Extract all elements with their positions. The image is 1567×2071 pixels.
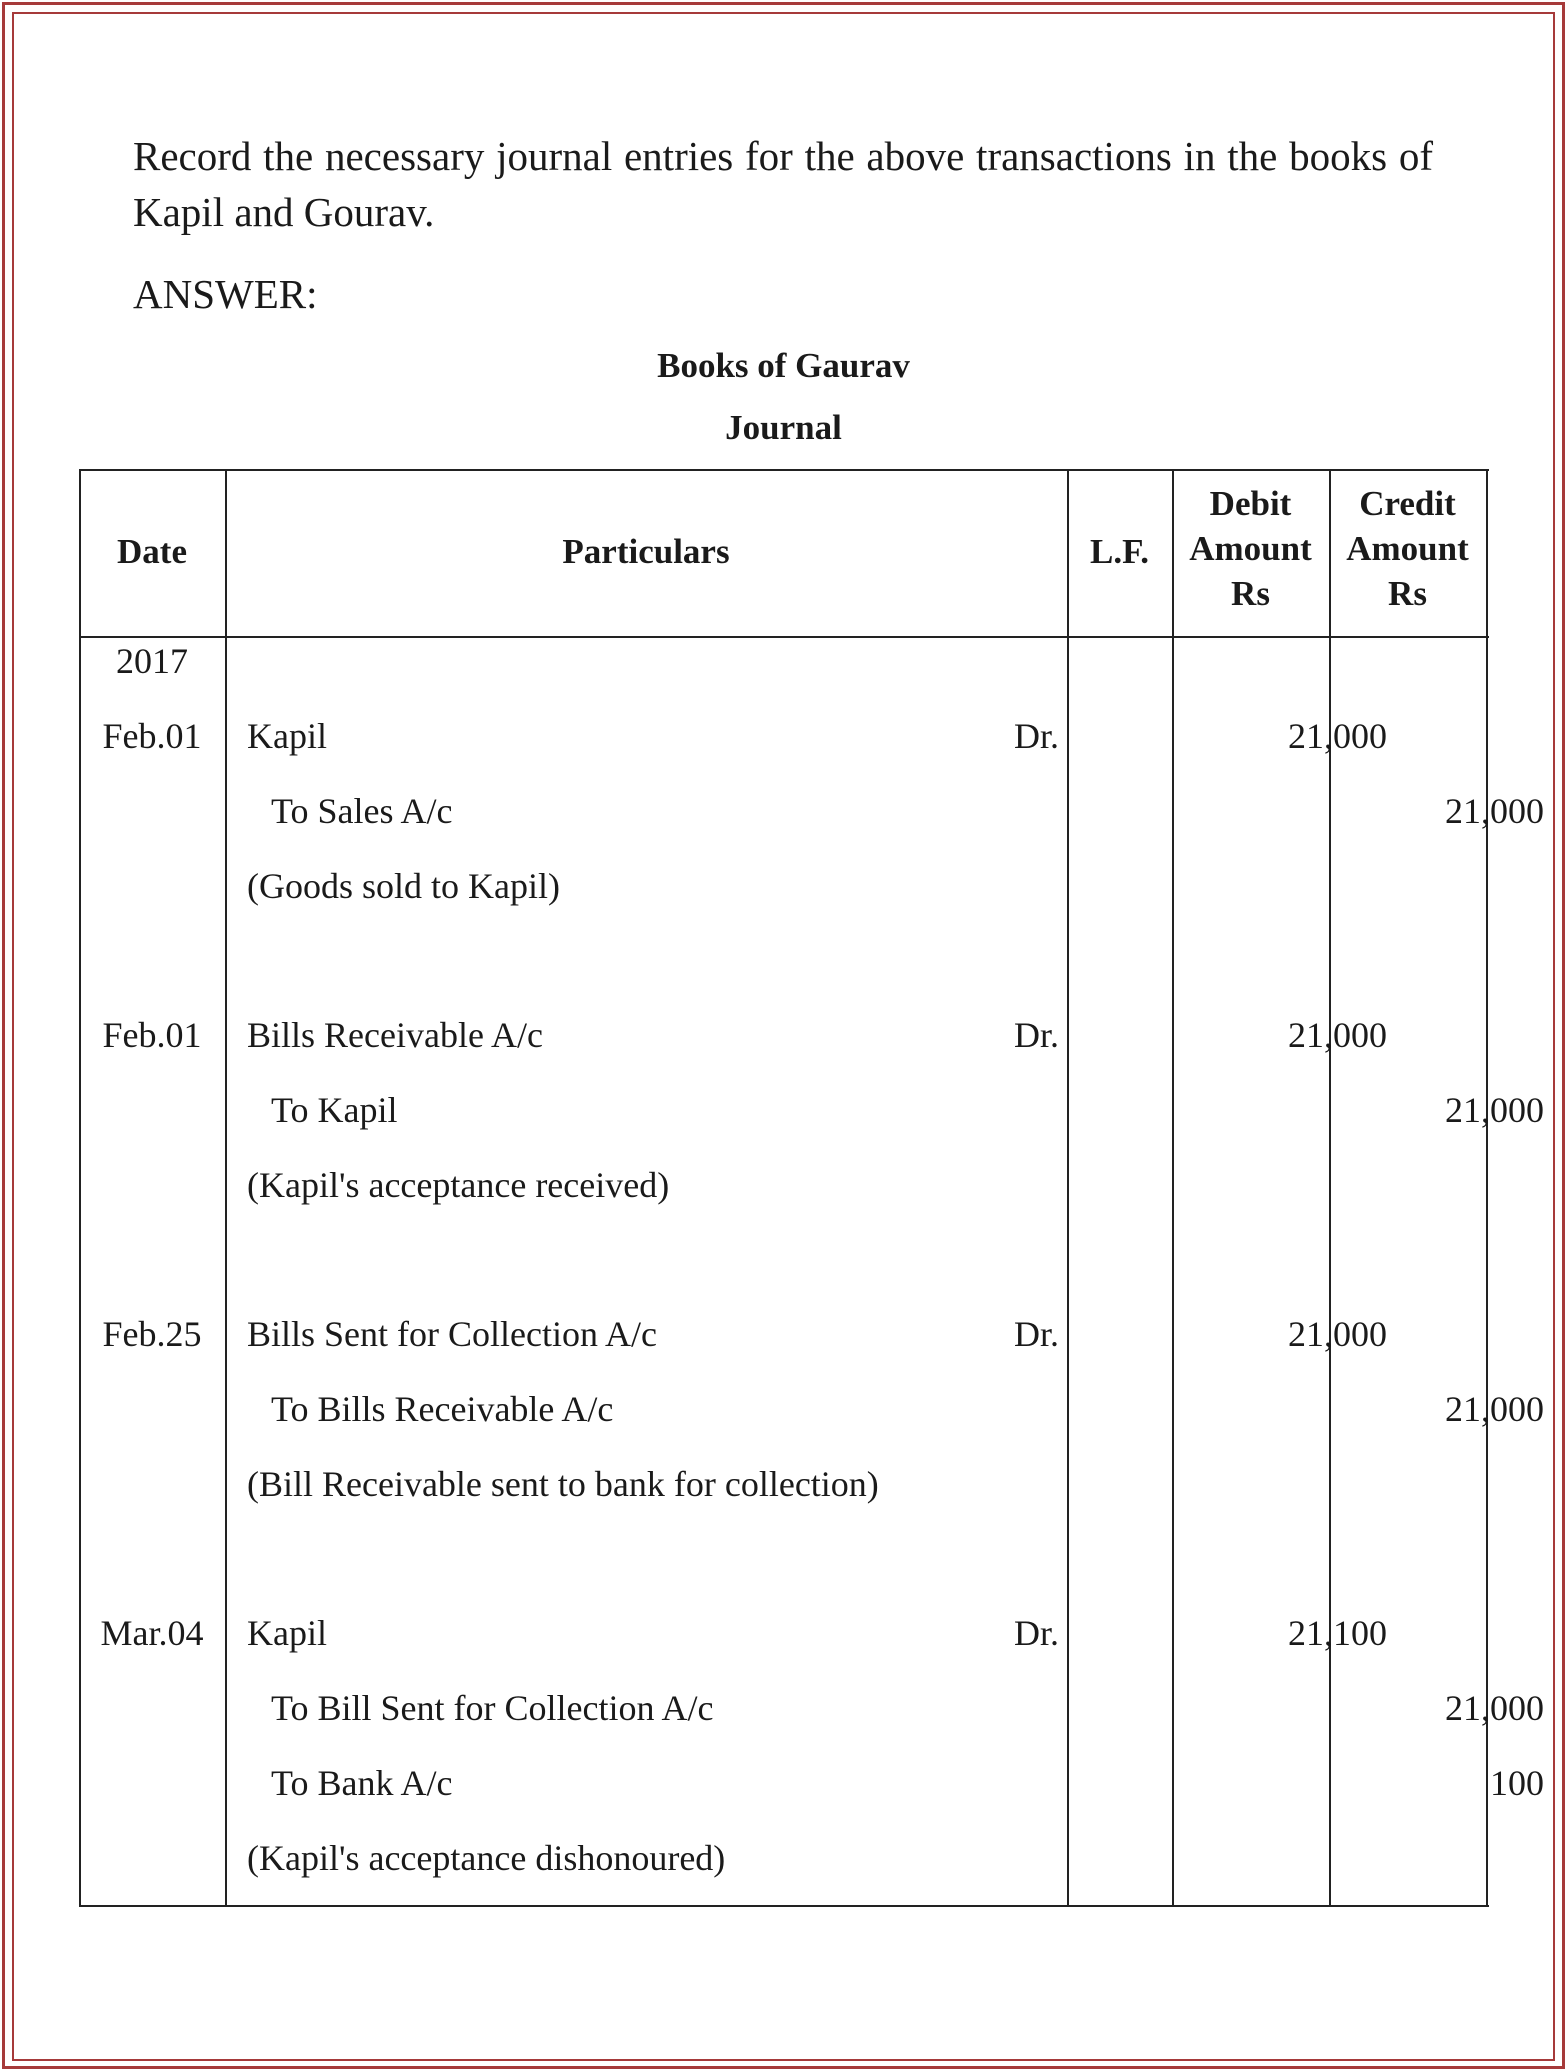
debit-account: Kapil bbox=[247, 716, 327, 756]
header-lf: L.F. bbox=[1089, 532, 1149, 571]
entry-date: Feb.01 bbox=[102, 716, 202, 756]
header-divider bbox=[79, 636, 1489, 638]
debit-account: Bills Receivable A/c bbox=[247, 1015, 543, 1055]
question-text: Record the necessary journal entries for the above transactions in the books of Kapil and Gourav. bbox=[133, 133, 1433, 235]
dr-marker: Dr. bbox=[1014, 1613, 1059, 1653]
journal-title: Journal bbox=[725, 408, 842, 447]
narration: (Bill Receivable sent to bank for collection) bbox=[247, 1464, 879, 1504]
credit-account: To Bank A/c bbox=[271, 1763, 453, 1803]
credit-account: To Kapil bbox=[271, 1090, 398, 1130]
date-column-divider bbox=[225, 469, 227, 1907]
credit-account: To Bills Receivable A/c bbox=[271, 1389, 614, 1429]
dr-marker: Dr. bbox=[1014, 1015, 1059, 1055]
credit-account: To Bill Sent for Collection A/c bbox=[271, 1688, 714, 1728]
table-bottom-border bbox=[79, 1905, 1489, 1907]
entry-date: Feb.25 bbox=[102, 1314, 202, 1354]
credit-amount: 21,000 bbox=[1445, 1688, 1544, 1728]
entry-date: Mar.04 bbox=[100, 1613, 204, 1653]
credit-amount: 21,000 bbox=[1445, 1090, 1544, 1130]
debit-amount: 21,100 bbox=[1288, 1613, 1387, 1653]
entry-date: Feb.01 bbox=[102, 1015, 202, 1055]
header-credit: Credit Amount Rs bbox=[1346, 484, 1469, 613]
year-label: 2017 bbox=[116, 641, 188, 681]
debit-amount: 21,000 bbox=[1288, 1015, 1387, 1055]
debit-amount: 21,000 bbox=[1288, 1314, 1387, 1354]
narration: (Kapil's acceptance dishonoured) bbox=[247, 1838, 726, 1878]
lf-column-divider bbox=[1172, 469, 1174, 1907]
credit-amount: 21,000 bbox=[1445, 1389, 1544, 1429]
debit-account: Kapil bbox=[247, 1613, 327, 1653]
answer-label: ANSWER: bbox=[133, 271, 318, 317]
header-debit: Debit Amount Rs bbox=[1189, 484, 1312, 613]
header-date: Date bbox=[117, 532, 187, 571]
credit-amount: 100 bbox=[1490, 1763, 1544, 1803]
debit-account: Bills Sent for Collection A/c bbox=[247, 1314, 657, 1354]
journal-table bbox=[79, 469, 1544, 1907]
dr-marker: Dr. bbox=[1014, 1314, 1059, 1354]
book-title: Books of Gaurav bbox=[657, 346, 910, 385]
dr-marker: Dr. bbox=[1014, 716, 1059, 756]
credit-amount: 21,000 bbox=[1445, 791, 1544, 831]
narration: (Goods sold to Kapil) bbox=[247, 866, 560, 906]
debit-amount: 21,000 bbox=[1288, 716, 1387, 756]
credit-account: To Sales A/c bbox=[271, 791, 453, 831]
particulars-column-divider bbox=[1067, 469, 1069, 1907]
table-left-border bbox=[79, 469, 81, 1907]
narration: (Kapil's acceptance received) bbox=[247, 1165, 670, 1205]
header-particulars: Particulars bbox=[562, 532, 730, 571]
